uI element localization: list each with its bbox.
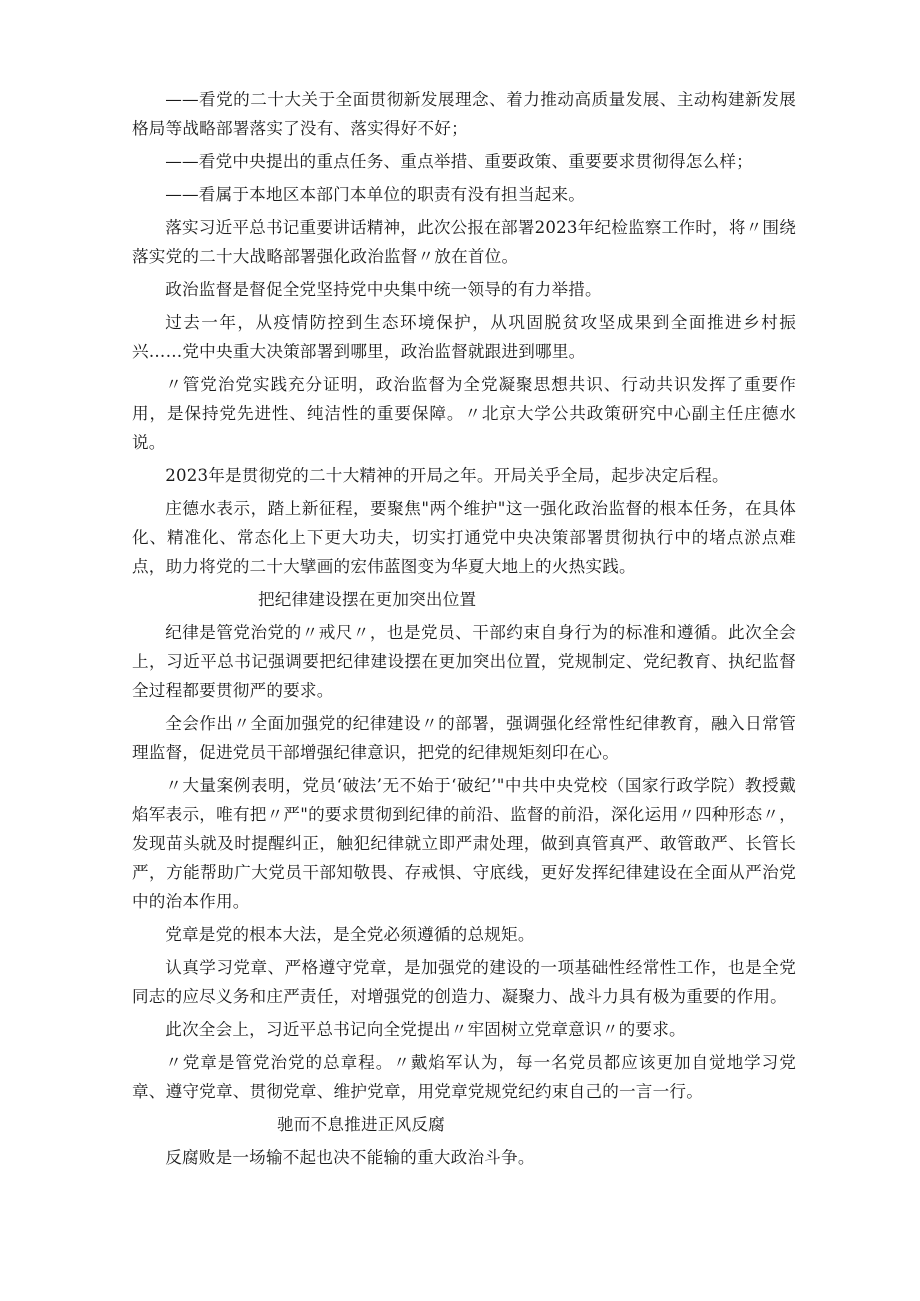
paragraph: ——看属于本地区本部门本单位的职责有没有担当起来。 (165, 185, 586, 204)
paragraph: 〃大量案例表明，党员‘破法’无不始于‘破纪’"中共中央党校（国家行政学院）教授戴焰军表示，唯有把〃严"的要求贯彻到纪律的前沿、监督的前沿，深化运用〃四种形态〃，发现苗头就及时提醒纠正，触犯纪律就立即严肃处理，做到真管真严、敢管敢严、长管长严，方能帮助广大党员干部知敬畏、存戒惧、守底线，更好发挥纪律建设在全面从严治党中的治本作用。 (132, 776, 796, 911)
paragraph: 〃管党治党实践充分证明，政治监督为全党凝聚思想共识、行动共识发挥了重要作用，是保持党先进性、纯洁性的重要保障。〃北京大学公共政策研究中心副主任庄德水说。 (132, 375, 796, 452)
paragraph: 〃党章是管党治党的总章程。〃戴焰军认为，每一名党员都应该更加自觉地学习党章、遵守党章、贯彻党章、维护党章，用党章党规党纪约束自己的一言一行。 (132, 1053, 796, 1101)
paragraph: 过去一年，从疫情防控到生态环境保护，从巩固脱贫攻坚成果到全面推进乡村振兴……党中央重大决策部署到哪里，政治监督就跟进到哪里。 (132, 313, 796, 361)
paragraph: 党章是党的根本大法，是全党必须遵循的总规矩。 (165, 925, 535, 944)
paragraph: 全会作出〃全面加强党的纪律建设〃的部署，强调强化经常性纪律教育，融入日常管理监督，促进党员干部增强纪律意识，把党的纪律规矩刻印在心。 (132, 714, 796, 762)
section-heading: 驰而不息推进正风反腐 (277, 1115, 445, 1134)
section-heading: 把纪律建设摆在更加突出位置 (258, 590, 477, 609)
paragraph: 落实习近平总书记重要讲话精神，此次公报在部署2023年纪检监察工作时，将〃围绕落实党的二十大战略部署强化政治监督〃放在首位。 (132, 218, 796, 266)
paragraph: 庄德水表示，踏上新征程，要聚焦"两个维护"这一强化政治监督的根本任务，在具体化、精准化、常态化上下更大功夫，切实打通党中央决策部署贯彻执行中的堵点淤点难点，助力将党的二十大擘画的宏伟蓝图变为华夏大地上的火热实践。 (132, 499, 796, 576)
paragraph: ——看党中央提出的重点任务、重点举措、重要政策、重要要求贯彻得怎么样； (165, 152, 753, 171)
paragraph: 纪律是管党治党的〃戒尺〃，也是党员、干部约束自身行为的标准和遵循。此次全会上，习近平总书记强调要把纪律建设摆在更加突出位置，党规制定、党纪教育、执纪监督全过程都要贯彻严的要求。 (132, 623, 796, 700)
paragraph: 反腐败是一场输不起也决不能输的重大政治斗争。 (165, 1148, 535, 1167)
paragraph: 此次全会上，习近平总书记向全党提出〃牢固树立党章意识〃的要求。 (165, 1020, 686, 1039)
paragraph: 政治监督是督促全党坚持党中央集中统一领导的有力举措。 (165, 280, 602, 299)
paragraph: ——看党的二十大关于全面贯彻新发展理念、着力推动高质量发展、主动构建新发展格局等战略部署落实了没有、落实得好不好； (132, 90, 796, 138)
document-page (132, 85, 796, 1176)
paragraph: 认真学习党章、严格遵守党章，是加强党的建设的一项基础性经常性工作，也是全党同志的应尽义务和庄严责任，对增强党的创造力、凝聚力、战斗力具有极为重要的作用。 (132, 958, 796, 1006)
paragraph: 2023年是贯彻党的二十大精神的开局之年。开局关乎全局，起步决定后程。 (165, 466, 729, 485)
